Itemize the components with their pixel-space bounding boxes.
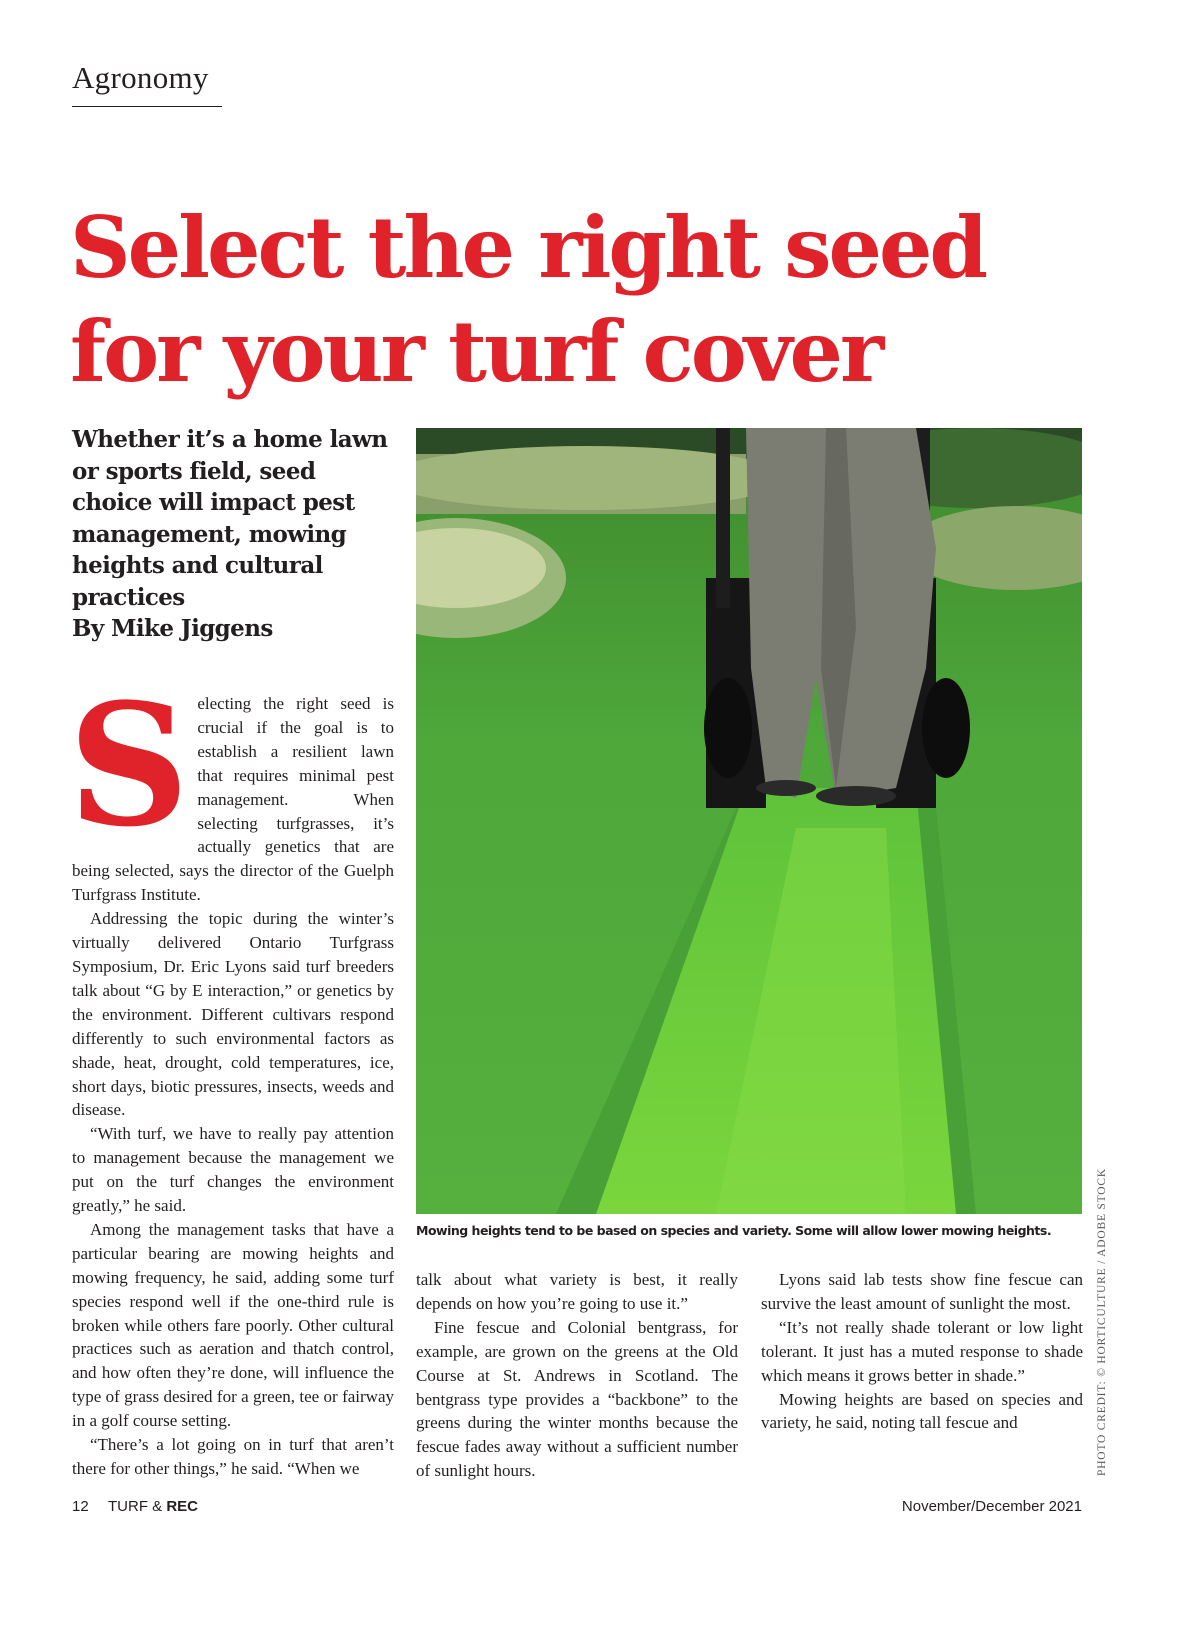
body-column-3: [761, 1268, 1083, 1435]
byline: By Mike Jiggens: [72, 615, 273, 642]
body-paragraph: “It’s not really shade tolerant or low light tolerant. It just has a muted response to shade which means it grows better in shade.”: [761, 1317, 1083, 1385]
section-label: Agronomy: [72, 60, 209, 95]
body-column-1: [68, 666, 394, 1481]
deck-line: choice will impact pest: [72, 489, 355, 516]
deck-line: heights and cultural: [72, 552, 323, 579]
page-number: 12: [72, 1498, 89, 1515]
deck-line: or sports field, seed: [72, 457, 316, 485]
headline-line-1: Select the right seed: [70, 198, 986, 297]
magazine-name-bold: REC: [166, 1498, 199, 1515]
body-paragraph: Addressing the topic during the winter’s virtually delivered Ontario Turfgrass Symposium, Dr. Eric Lyons said turf breeders talk about “G by E interaction,” or genetics by the environment. Different cultivars respond differently to such environmental factors as shade, heat, drought, cold temperatures, ice, short days, biotic pressures, insects, weeds and disease.: [72, 909, 394, 1120]
paragraph-text: electing the right seed is crucial if the goal is to establish a resilient lawn that requires minimal pest management. When selecting turfgrasses, it’s actually genetics that are being selected, says the director of the Guelph Turfgrass Institute.: [72, 694, 394, 905]
body-paragraph: talk about what variety is best, it really depends on how you’re going to use it.”: [416, 1270, 738, 1313]
body-paragraph: Among the management tasks that have a particular bearing are mowing heights and mowing frequency, he said, adding some turf species respond well if the one-third rule is broken while others fare poorly. Other cultural practices such as aeration and thatch control, and how often they’re done, will influence the type of grass desired for a green, tee or fairway in a golf course setting.: [72, 1219, 394, 1431]
body-paragraph: “There’s a lot going on in turf that aren’t there for other things,” he said. “When we: [72, 1435, 394, 1478]
photo-caption: Mowing heights tend to be based on species and variety. Some will allow lower mowing heights.: [416, 1223, 1052, 1238]
body-paragraph: Fine fescue and Colonial bentgrass, for example, are grown on the greens at the Old Course at St. Andrews in Scotland. The bentgrass type provides a “backbone” to the greens during the winter months because the fescue fades away without a sufficient number of sunlight hours.: [416, 1317, 738, 1481]
deck-line: management, mowing: [72, 520, 347, 548]
headline-line-2: for your turf cover: [70, 302, 882, 401]
body-paragraph: “With turf, we have to really pay attention to management because the management we put on the turf changes the environment greatly,” he said.: [72, 1124, 394, 1216]
magazine-name: [108, 1498, 198, 1515]
body-paragraph: Mowing heights are based on species and variety, he said, noting tall fescue and: [761, 1389, 1083, 1433]
headline: [70, 196, 1160, 404]
body-column-2: [416, 1268, 738, 1483]
lawn-mower-photo: [416, 428, 1082, 1214]
section-rule: [72, 106, 222, 107]
deck-line: practices: [72, 583, 185, 611]
body-paragraph: [68, 666, 394, 907]
deck: [72, 424, 402, 613]
magazine-name-part: TURF &: [108, 1498, 167, 1515]
body-paragraph: Lyons said lab tests show fine fescue can survive the least amount of sunlight the most.: [761, 1270, 1083, 1313]
deck-line: Whether it’s a home lawn: [72, 426, 388, 453]
drop-cap: S: [68, 666, 190, 864]
photo-credit: PHOTO CREDIT: © HORTICULTURE / ADOBE STOCK: [1096, 1168, 1108, 1476]
issue-date: November/December 2021: [901, 1498, 1082, 1515]
